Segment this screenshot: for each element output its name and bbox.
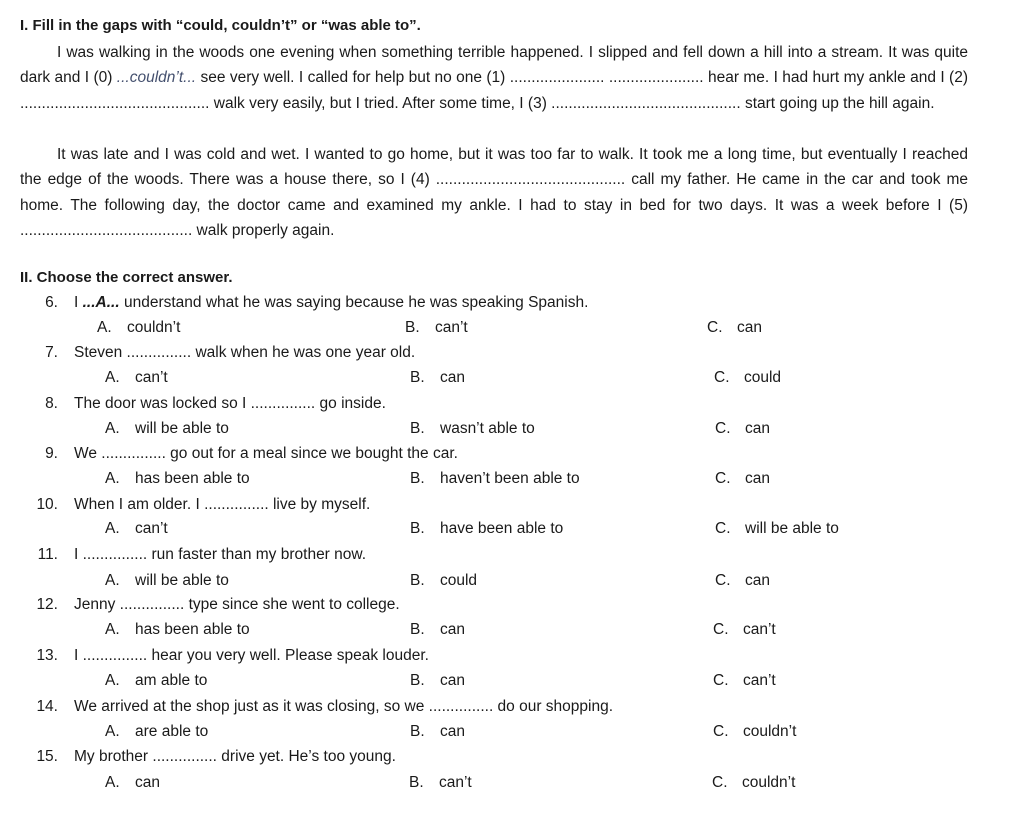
example-answer: ...A... xyxy=(82,294,120,311)
option-c[interactable]: C. can xyxy=(707,319,762,336)
question-15: 15. My brother ............... drive yet. He’s too young. xyxy=(36,748,396,765)
option-c[interactable]: C. can’t xyxy=(713,621,776,638)
option-c[interactable]: C. can xyxy=(715,572,770,589)
question-9: 9. We ............... go out for a meal since we bought the car. xyxy=(45,445,458,462)
option-b[interactable]: B. haven’t been able to xyxy=(410,470,580,487)
option-b[interactable]: B. could xyxy=(410,572,478,589)
question-8-options xyxy=(0,420,1024,444)
option-a[interactable]: A. can’t xyxy=(105,520,168,537)
option-c[interactable]: C. couldn’t xyxy=(712,774,796,791)
question-6: 6. I ...A... understand what he was saying because he was speaking Spanish. xyxy=(45,294,589,311)
option-a[interactable]: A. will be able to xyxy=(105,572,229,589)
option-a[interactable]: A. can’t xyxy=(105,369,168,386)
option-a[interactable]: A. are able to xyxy=(105,723,209,740)
question-10: 10. When I am older. I ............... live by myself. xyxy=(36,496,371,513)
question-11-options xyxy=(0,572,1024,596)
question-13-options xyxy=(0,672,1024,696)
section-2-heading: II. Choose the correct answer. xyxy=(20,269,233,286)
question-12: 12. Jenny ............... type since she went to college. xyxy=(36,596,400,613)
option-b[interactable]: B. can’t xyxy=(405,319,468,336)
option-b[interactable]: B. can xyxy=(410,369,465,386)
option-a[interactable]: A. am able to xyxy=(105,672,208,689)
section-1-paragraph-1: I was walking in the woods one evening when something terrible happened. I slipped and fell down a hill into a stream. It was quite dark and I (0) ...couldn’t... see very well. I called for help but no one (1) ...................... ...................... hear me. I had hurt my ankle and I (2) ............................................ walk very easily, but I tried. After some time, I (3) ............................................ start going up the hill again. xyxy=(20,44,968,112)
question-7-options xyxy=(0,369,1024,393)
option-b[interactable]: B. can xyxy=(410,621,465,638)
option-c[interactable]: C. can xyxy=(715,470,770,487)
option-b[interactable]: B. can xyxy=(410,672,465,689)
option-c[interactable]: C. will be able to xyxy=(715,520,839,537)
option-b[interactable]: B. have been able to xyxy=(410,520,564,537)
question-7: 7. Steven ............... walk when he was one year old. xyxy=(45,344,416,361)
section-1-paragraph-2: It was late and I was cold and wet. I wanted to go home, but it was too far to walk. It took me a long time, but eventually I reached the edge of the woods. There was a house there, so I (4) ............................................ call my father. He came in the car and took me home. The following day, the doctor came and examined my ankle. I had to stay in bed for two days. It was a week before I (5) ........................................ walk properly again. xyxy=(20,146,968,239)
question-6-options xyxy=(0,319,1024,343)
option-b[interactable]: B. can xyxy=(410,723,465,740)
question-14-options xyxy=(0,723,1024,747)
question-11: 11. I ............... run faster than my brother now. xyxy=(37,546,367,563)
option-b[interactable]: B. wasn’t able to xyxy=(410,420,535,437)
option-c[interactable]: C. couldn’t xyxy=(713,723,797,740)
question-13: 13. I ............... hear you very well. Please speak louder. xyxy=(36,647,429,664)
option-a[interactable]: A. can xyxy=(105,774,160,791)
question-8: 8. The door was locked so I ............... go inside. xyxy=(45,395,386,412)
option-c[interactable]: C. could xyxy=(714,369,782,386)
option-c[interactable]: C. can xyxy=(715,420,770,437)
option-a[interactable]: A. has been able to xyxy=(105,470,250,487)
question-15-options xyxy=(0,774,1024,798)
question-12-options xyxy=(0,621,1024,645)
option-b[interactable]: B. can’t xyxy=(409,774,472,791)
option-a[interactable]: A. couldn’t xyxy=(97,319,181,336)
option-c[interactable]: C. can’t xyxy=(713,672,776,689)
question-14: 14. We arrived at the shop just as it was closing, so we ............... do our shopping. xyxy=(36,698,614,715)
example-answer: ...couldn’t... xyxy=(116,69,197,87)
option-a[interactable]: A. has been able to xyxy=(105,621,250,638)
option-a[interactable]: A. will be able to xyxy=(105,420,229,437)
question-9-options xyxy=(0,470,1024,494)
question-10-options xyxy=(0,520,1024,544)
section-1-heading: I. Fill in the gaps with “could, couldn’t” or “was able to”. xyxy=(20,17,421,34)
